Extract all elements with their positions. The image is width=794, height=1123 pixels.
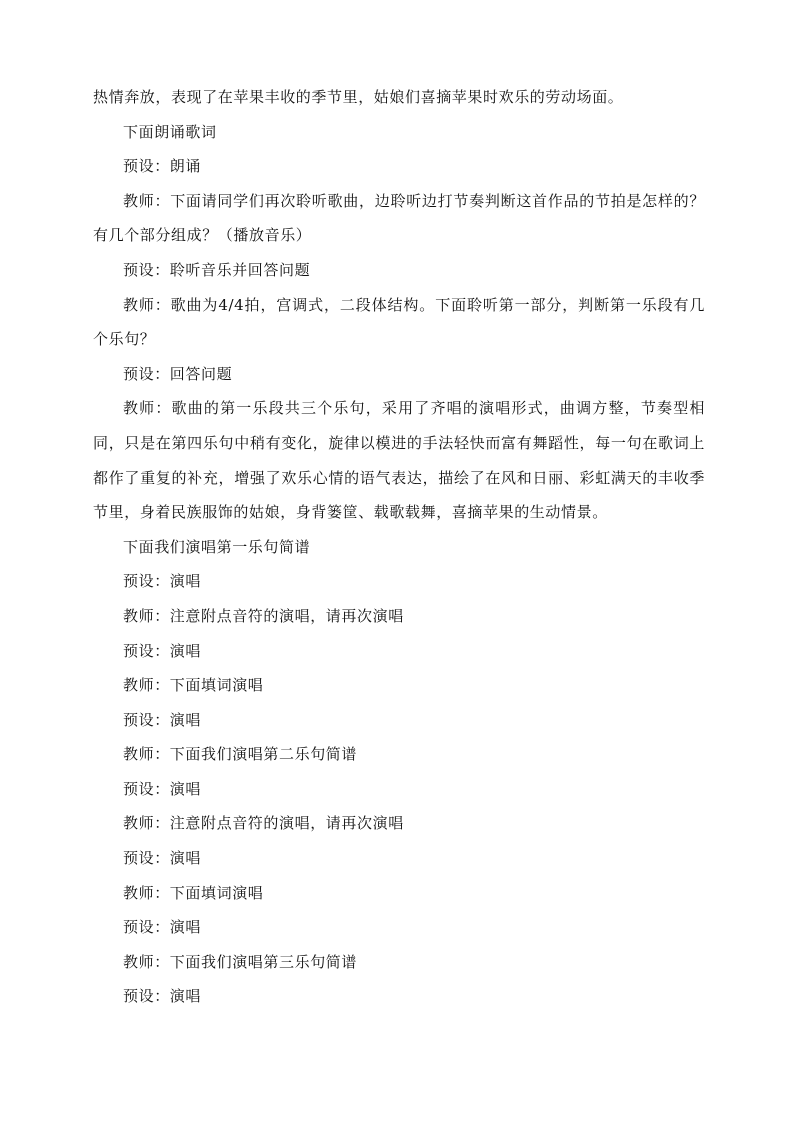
- paragraph-preset: 预设：演唱: [123, 641, 202, 660]
- paragraph-preset: 预设：朗诵: [123, 157, 202, 176]
- paragraph-preset: 预设：演唱: [123, 779, 202, 798]
- paragraph-preset: 预设：演唱: [123, 710, 202, 729]
- paragraph-preset: 预设：回答问题: [123, 364, 233, 383]
- paragraph-preset: 预设：聆听音乐并回答问题: [123, 260, 311, 279]
- paragraph-preset: 预设：演唱: [123, 987, 202, 1006]
- paragraph-teacher: 教师：下面我们演唱第二乐句简谱: [123, 745, 358, 764]
- paragraph-instruction: 下面朗诵歌词: [123, 122, 217, 141]
- paragraph-instruction: 下面我们演唱第一乐句简谱: [123, 537, 311, 556]
- paragraph-preset: 预设：演唱: [123, 849, 202, 868]
- paragraph-teacher: 教师：下面填词演唱: [123, 676, 264, 695]
- paragraph-teacher: 教师：歌曲为4/4拍，宫调式，二段体结构。下面聆听第一部分，判断第一乐段有几个乐句？: [93, 295, 705, 349]
- paragraph-teacher: 教师：下面请同学们再次聆听歌曲，边聆听边打节奏判断这首作品的节拍是怎样的？有几个部分组成？（播放音乐）: [93, 191, 705, 245]
- paragraph-teacher: 教师：歌曲的第一乐段共三个乐句，采用了齐唱的演唱形式，曲调方整，节奏型相同，只是在第四乐句中稍有变化，旋律以模进的手法轻快而富有舞蹈性，每一句在歌词上都作了重复的补充，增强了欢乐心情的语气表达，描绘了在风和日丽、彩虹满天的丰收季节里，身着民族服饰的姑娘，身背篓筐、载歌载舞，喜摘苹果的生动情景。: [93, 399, 705, 522]
- document-body: [93, 80, 705, 1014]
- paragraph-preset: 预设：演唱: [123, 572, 202, 591]
- paragraph-preset: 预设：演唱: [123, 918, 202, 937]
- paragraph-teacher: 教师：注意附点音符的演唱，请再次演唱: [123, 814, 404, 833]
- paragraph-teacher: 教师：下面我们演唱第三乐句简谱: [123, 952, 358, 971]
- paragraph-teacher: 教师：注意附点音符的演唱，请再次演唱: [123, 606, 404, 625]
- paragraph-teacher: 教师：下面填词演唱: [123, 883, 264, 902]
- paragraph-continuation: 热情奔放，表现了在苹果丰收的季节里，姑娘们喜摘苹果时欢乐的劳动场面。: [93, 88, 624, 106]
